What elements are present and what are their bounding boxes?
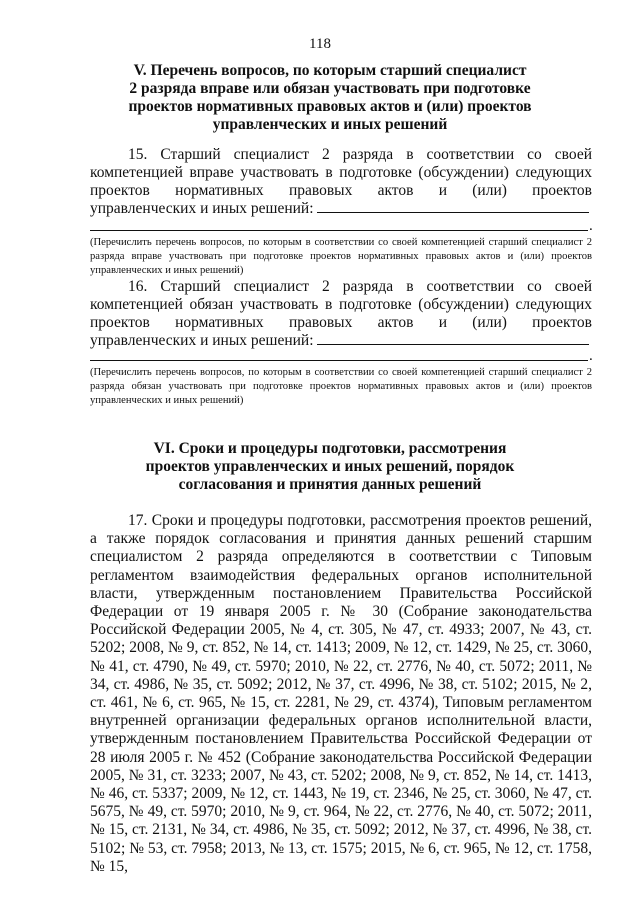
fill-in-line (317, 332, 589, 345)
end-mark: . (589, 218, 593, 234)
paragraph-line-text: управленческих и иных решений: (90, 332, 314, 349)
section-6-heading (120, 440, 540, 494)
section-5-heading-line: проектов нормативных правовых актов и (или) проектов (128, 98, 532, 115)
section-6-heading-line: согласования и принятия данных решений (178, 476, 482, 493)
section-5-heading (120, 62, 540, 134)
fill-in-rule (90, 230, 588, 231)
paragraph-line (90, 332, 592, 350)
paragraph-line: проектов нормативных правовых актов и (или) проектов (90, 314, 592, 331)
section-6-heading-line: проектов управленческих и иных решений, порядок (145, 458, 515, 475)
section-5-heading-line: 2 разряда вправе или обязан участвовать при подготовке (129, 80, 531, 97)
fill-in-rule (90, 360, 588, 361)
paragraph-line: проектов нормативных правовых актов и (или) проектов (90, 182, 592, 199)
note-16: (Перечислить перечень вопросов, по которым в соответствии со своей компетенцией старший специалист 2 разряда обязан участвовать при подготовке проектов нормативных правовых актов и (или) проектов управленческих и иных решений) (90, 367, 592, 406)
paragraph-line-text: управленческих и иных решений: (90, 200, 314, 217)
fill-in-line (317, 200, 589, 213)
paragraph-17: 17. Сроки и процедуры подготовки, рассмотрения проектов решений, а также порядок согласования и принятия данных решений старшим специалистом 2 разряда определяются в соответствии с Типовым регламентом взаимодействия федеральных органов исполнительной власти, утвержденным постановлением Правительства Российской Федерации от 19 января 2005 г. № 30 (Собрание законодательства Российской Федерации 2005, № 4, ст. 305, № 47, ст. 4933; 2007, № 43, ст. 5202; 2008, № 9, ст. 852, № 14, ст. 1413; 2009, № 12, ст. 1429, № 25, ст. 3060, № 41, ст. 4790, № 49, ст. 5970; 2010, № 22, ст. 2776, № 40, ст. 5072; 2011, № 34, ст. 4986, № 35, ст. 5092; 2012, № 37, ст. 4996, № 38, ст. 5102; 2015, № 2, ст. 461, № 6, ст. 965, № 15, ст. 2281, № 29, ст. 4374), Типовым регламентом внутренней организации федеральных органов исполнительной власти, утвержденным постановлением Правительства Российской Федерации от 28 июля 2005 г. № 452 (Собрание законодательства Российской Федерации 2005, № 31, ст. 3233; 2007, № 43, ст. 5202; 2008, № 9, ст. 852, № 14, ст. 1413, № 46, ст. 5337; 2009, № 12, ст. 1443, № 19, ст. 2346, № 25, ст. 3060, № 47, ст. 5675, № 49, ст. 5970; 2010, № 9, ст. 964, № 22, ст. 2776, № 40, ст. 5072; 2011, № 15, ст. 2131, № 34, ст. 4986, № 35, ст. 5092; 2012, № 37, ст. 4996, № 38, ст. 5102; № 53, ст. 7958; 2013, № 13, ст. 1575; 2015, № 6, ст. 965, № 12, ст. 1758, № 15, (90, 512, 592, 875)
paragraph-line: компетенцией вправе участвовать в подготовке (обсуждении) следующих (90, 164, 592, 181)
paragraph-line (90, 200, 592, 218)
section-5-heading-line: V. Перечень вопросов, по которым старший специалист (133, 62, 527, 79)
paragraph-line: 16. Старший специалист 2 разряда в соответствии со своей (128, 278, 592, 295)
paragraph-15 (90, 146, 592, 218)
paragraph-line: 15. Старший специалист 2 разряда в соответствии со своей (128, 146, 592, 163)
paragraph-line: компетенцией обязан участвовать в подготовке (обсуждении) следующих (90, 296, 592, 313)
note-15: (Перечислить перечень вопросов, по которым в соответствии со своей компетенцией старший специалист 2 разряда вправе участвовать при подготовке проектов нормативных правовых актов и (или) проектов управленческих и иных решений) (90, 237, 592, 276)
end-mark: . (589, 348, 593, 364)
page-number: 118 (309, 36, 331, 52)
section-5-heading-line: управленческих и иных решений (212, 116, 448, 133)
paragraph-16 (90, 278, 592, 350)
section-6-heading-line: VI. Сроки и процедуры подготовки, рассмотрения (153, 440, 507, 457)
